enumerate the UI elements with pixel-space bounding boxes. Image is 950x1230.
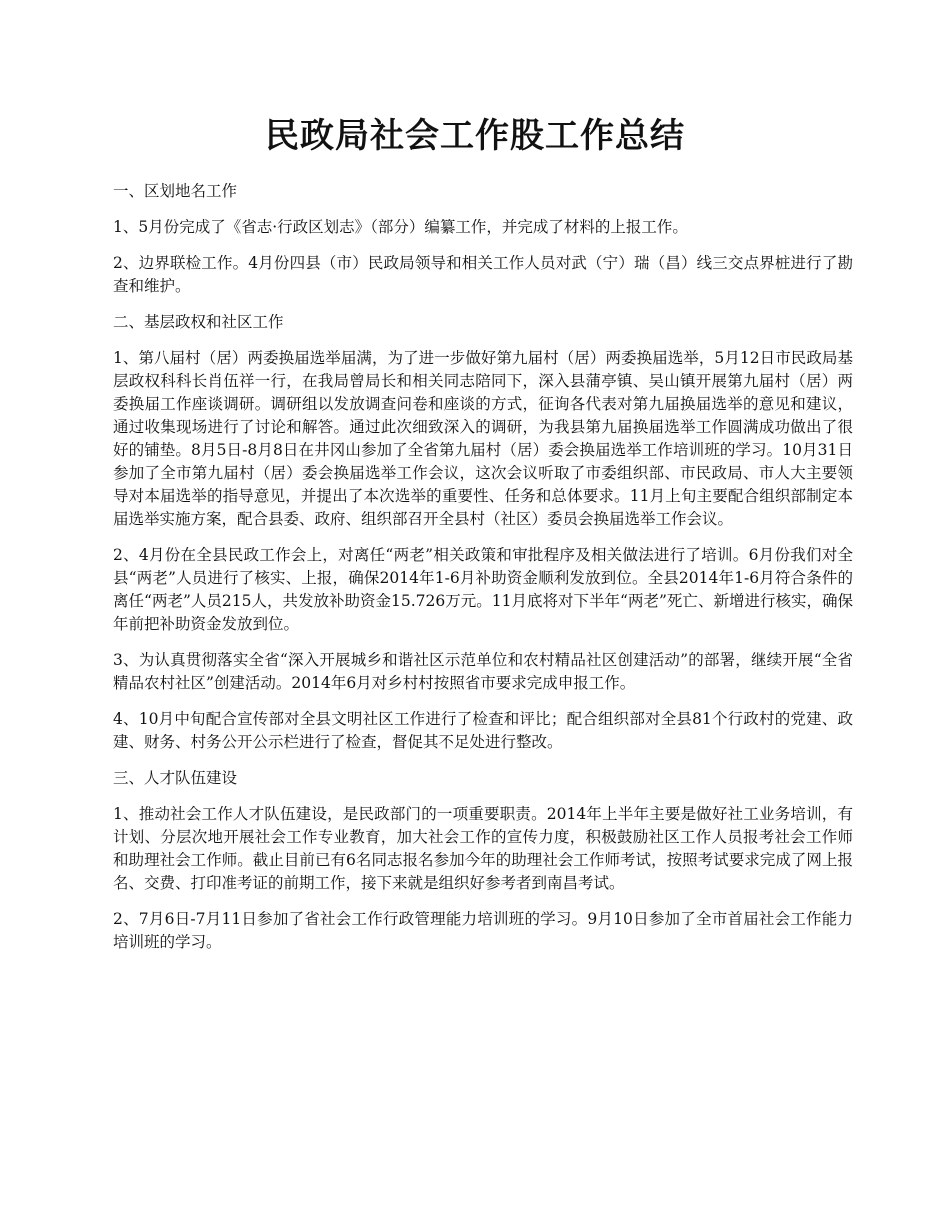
document-body: [113, 180, 853, 967]
paragraph-2-1: 1、第八届村（居）两委换届选举届满，为了进一步做好第九届村（居）两委换届选举，5月12日市民政局基层政权科科长肖伍祥一行，在我局曾局长和相关同志陪同下，深入县蒲亭镇、吴山镇开展第九届村（居）两委换届工作座谈调研。调研组以发放调查问卷和座谈的方式，征询各代表对第九届换届选举的意见和建议，通过收集现场进行了讨论和解答。通过此次细致深入的调研，为我县第九届换届选举工作圆满成功做出了很好的铺垫。8月5日-8月8日在井冈山参加了全省第九届村（居）委会换届选举工作培训班的学习。10月31日参加了全市第九届村（居）委会换届选举工作会议，这次会议听取了市委组织部、市民政局、市人大主要领导对本届选举的指导意见，并提出了本次选举的重要性、任务和总体要求。11月上旬主要配合组织部制定本届选举实施方案，配合县委、政府、组织部召开全县村（社区）委员会换届选举工作会议。: [113, 349, 853, 528]
paragraph-1-1: 1、5月份完成了《省志·行政区划志》（部分）编纂工作，并完成了材料的上报工作。: [113, 218, 688, 236]
section-heading-1: 一、区划地名工作: [113, 182, 238, 200]
section-heading-3: 三、人才队伍建设: [113, 769, 238, 787]
document-title: 民政局社会工作股工作总结: [265, 116, 685, 156]
paragraph-2-3: 3、为认真贯彻落实全省“深入开展城乡和谐社区示范单位和农村精品社区创建活动”的部署，继续开展“全省精品农村社区”创建活动。2014年6月对乡村村按照省市要求完成申报工作。: [113, 651, 853, 692]
paragraph-2-4: 4、10月中旬配合宣传部对全县文明社区工作进行了检查和评比；配合组织部对全县81个行政村的党建、政建、财务、村务公开公示栏进行了检查，督促其不足处进行整改。: [113, 710, 853, 751]
paragraph-2-2: 2、4月份在全县民政工作会上，对离任“两老”相关政策和审批程序及相关做法进行了培训。6月份我们对全县“两老”人员进行了核实、上报，确保2014年1-6月补助资金顺利发放到位。全县2014年1-6月符合条件的离任“两老”人员215人，共发放补助资金15.726万元。11月底将对下半年“两老”死亡、新增进行核实，确保年前把补助资金发放到位。: [113, 546, 853, 633]
section-heading-2: 二、基层政权和社区工作: [113, 313, 284, 331]
paragraph-1-2: 2、边界联检工作。4月份四县（市）民政局领导和相关工作人员对武（宁）瑞（昌）线三交点界桩进行了勘查和维护。: [113, 254, 853, 295]
paragraph-3-2: 2、7月6日-7月11日参加了省社会工作行政管理能力培训班的学习。9月10日参加了全市首届社会工作能力培训班的学习。: [113, 910, 853, 951]
paragraph-3-1: 1、推动社会工作人才队伍建设，是民政部门的一项重要职责。2014年上半年主要是做好社工业务培训，有计划、分层次地开展社会工作专业教育，加大社会工作的宣传力度，积极鼓励社区工作人员报考社会工作师和助理社会工作师。截止目前已有6名同志报名参加今年的助理社会工作师考试，按照考试要求完成了网上报名、交费、打印准考证的前期工作，接下来就是组织好参考者到南昌考试。: [113, 805, 853, 892]
